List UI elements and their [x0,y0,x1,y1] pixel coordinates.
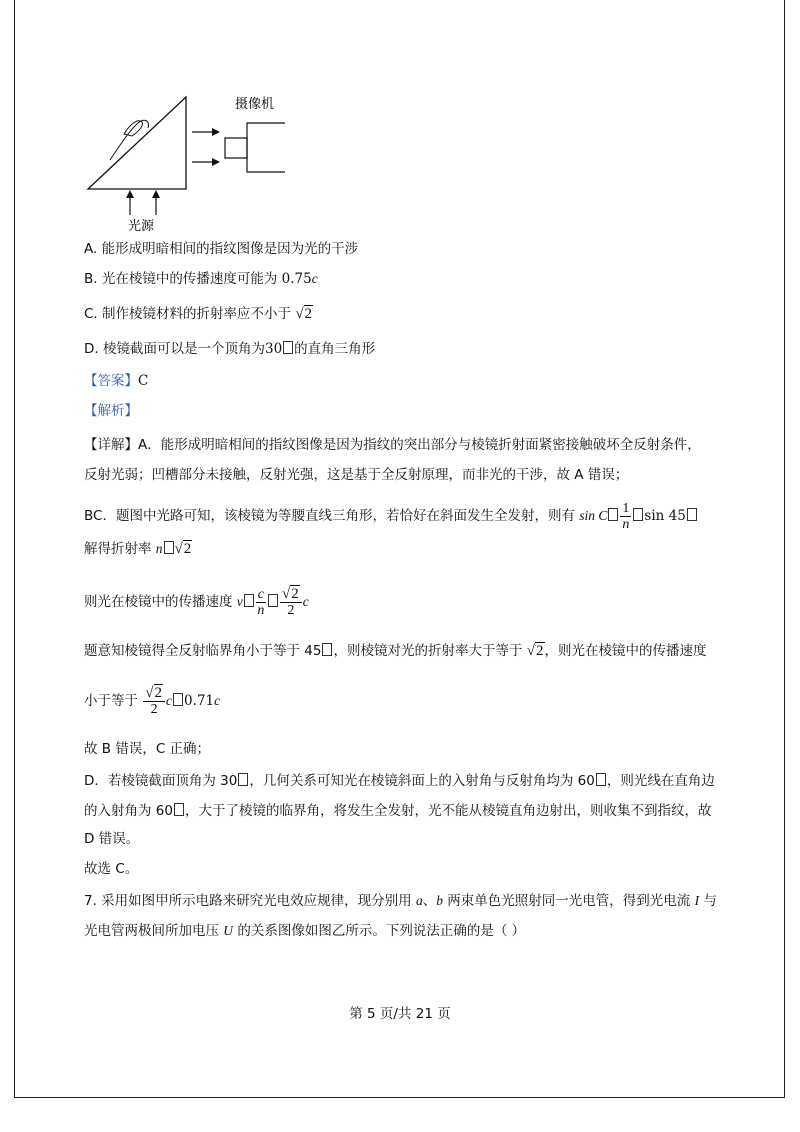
question-7-line-2: 光电管两极间所加电压 U 的关系图像如图乙所示。下列说法正确的是（ ） [84,923,526,939]
detail-bc: BC．题图中光路可知，该棱镜为等腰直线三角形，若恰好在斜面发生全发射，则有 sin C $\frac{1}{n}$ sin 45 [84,499,698,533]
detail-solve: 解得折射率 n √2 [84,541,192,557]
page-footer: 第 5 页/共 21 页 [349,1006,451,1022]
option-a: A. 能形成明暗相间的指纹图像是因为光的干涉 [84,241,359,257]
option-b: B. 光在棱镜中的传播速度可能为 0.75c [84,271,318,287]
camera-body [247,123,285,172]
prism-figure [80,90,300,235]
answer-line: 【答案】C [84,373,149,389]
detail-speed: 则光在棱镜中的传播速度 v $\frac{c}{n}$ $\frac{√2}{2}$ c [84,585,309,618]
light-source-label: 光源 [128,219,155,234]
detail-b-wrong: 故 B 错误，C 正确； [84,741,211,757]
analysis-tag: 【解析】 [84,403,138,419]
detail-critical: 题意知棱镜得全反射临界角小于等于 45 ，则棱镜对光的折射率大于等于 √2，则光在棱镜中的传播速度 [84,643,707,659]
detail-d-3: D 错误。 [84,831,140,847]
arrow-up-icon [152,190,160,198]
detail-line-1: 【详解】A．能形成明暗相间的指纹图像是因为指纹的突出部分与棱镜折射面紧密接触破坏全反射条件， [84,437,701,453]
option-c: C. 制作棱镜材料的折射率应不小于 √2 [84,306,313,322]
question-7-line-1: 7. 采用如图甲所示电路来研究光电效应规律，现分别用 a、b 两束单色光照射同一光电管，得到光电流 I 与 [84,893,717,909]
detail-d-1: D．若棱镜截面顶角为 30 ，几何关系可知光在棱镜斜面上的入射角与反射角均为 60 ，则光线在直角边 [84,773,715,789]
camera-label: 摄像机 [235,97,275,112]
camera-lens [225,138,247,158]
detail-less: 小于等于 $\frac{√2}{2}$ c 0.71c [84,684,221,717]
arrow-up-icon [126,190,134,198]
prism-triangle [88,97,186,189]
detail-choose: 故选 C。 [84,861,139,877]
arrow-right-icon [212,128,220,136]
detail-d-2: 的入射角为 60 ，大于了棱镜的临界角，将发生全发射，光不能从棱镜直角边射出，则收集不到指纹，故 [84,803,712,819]
option-d: D. 棱镜截面可以是一个顶角为30 的直角三角形 [84,341,376,357]
detail-line-2: 反射光弱；凹槽部分未接触，反射光强，这是基于全反射原理，而非光的干涉，故 A 错误； [84,467,629,483]
arrow-right-icon [212,158,220,166]
